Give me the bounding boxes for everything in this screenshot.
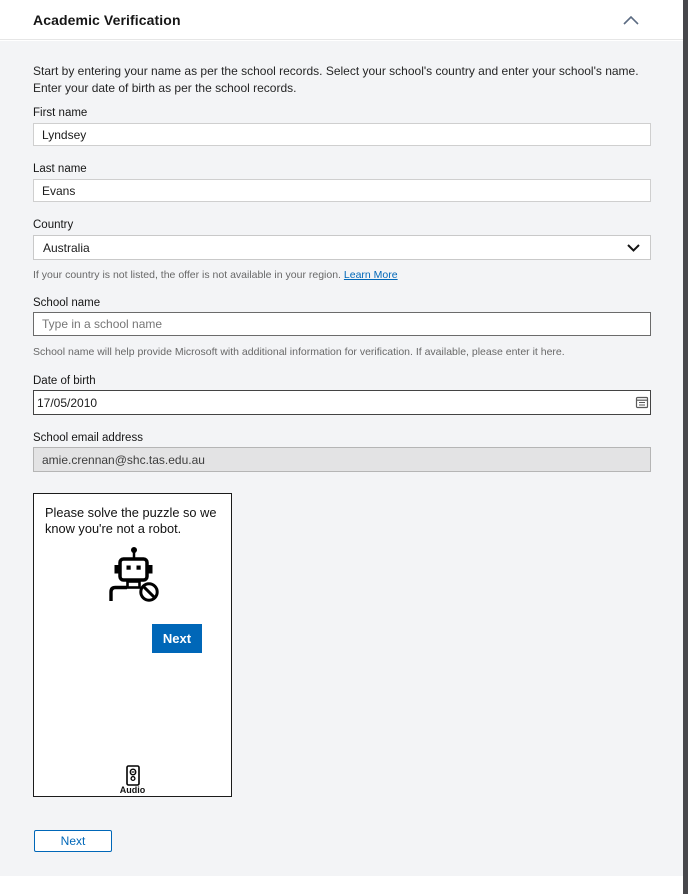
school-name-input[interactable] [33,312,651,336]
captcha-prompt: Please solve the puzzle so we know you're not a robot. [45,505,217,536]
last-name-label: Last name [33,163,87,175]
date-of-birth-label: Date of birth [33,375,96,387]
last-name-input[interactable] [33,179,651,202]
country-helper-text [33,269,653,281]
school-email-label: School email address [33,432,143,444]
next-submit-button[interactable]: Next [34,830,112,852]
captcha-next-button[interactable]: Next [152,624,202,653]
school-email-input [33,447,651,472]
chevron-down-icon [627,244,640,252]
calendar-icon [635,397,649,412]
page-title: Academic Verification [33,12,181,28]
first-name-input[interactable] [33,123,651,146]
robot-blocked-icon [98,546,164,607]
collapse-section-button[interactable] [623,12,639,28]
captcha-widget [33,493,232,797]
first-name-label: First name [33,107,88,119]
captcha-audio-label: Audio [119,785,146,795]
country-selected-value: Australia [43,240,90,255]
intro-text: Start by entering your name as per the school records. Select your school's country and enter your school's name. Enter your date of birth as per the school records. [33,64,639,95]
learn-more-link[interactable]: Learn More [343,269,398,281]
date-of-birth-input[interactable] [33,390,651,415]
country-helper-body: If your country is not listed, the offer is not available in your region. [33,269,341,281]
school-name-helper-text: School name will help provide Microsoft with additional information for verification. If available, please enter it here. [33,346,565,358]
window-right-edge[interactable] [683,0,688,894]
chevron-up-icon [623,13,639,28]
footer-strip [0,876,683,894]
calendar-picker-button[interactable] [634,395,650,411]
country-select[interactable] [33,235,651,260]
country-label: Country [33,219,74,231]
school-name-label: School name [33,297,101,309]
section-header [0,0,683,40]
